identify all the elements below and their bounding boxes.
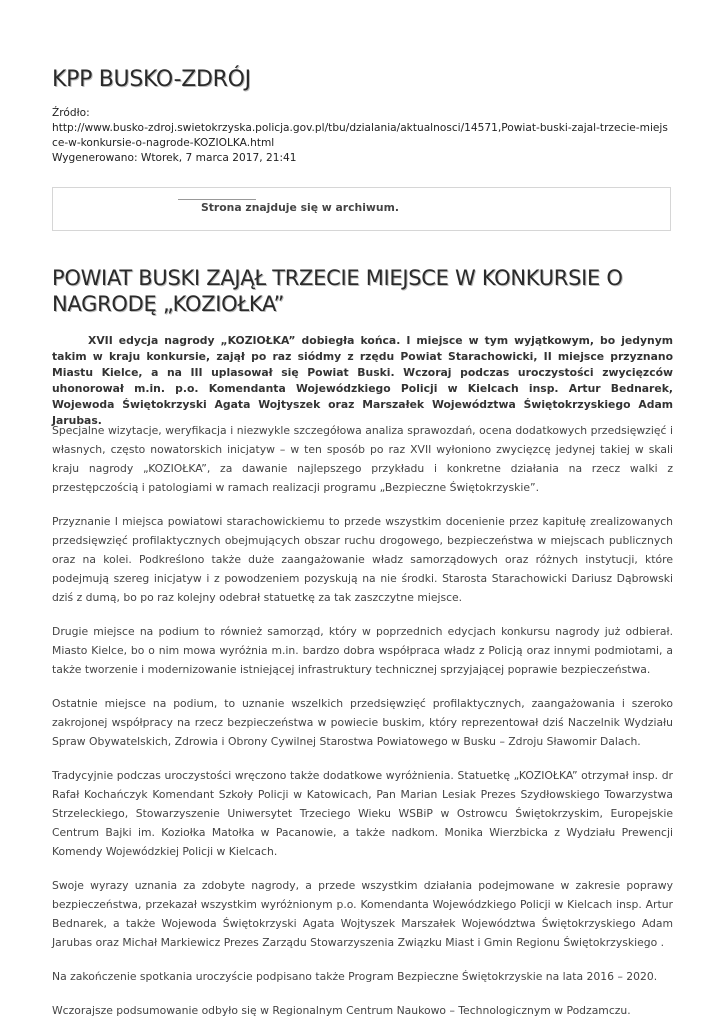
source-meta <box>52 106 673 166</box>
article-paragraph: Specjalne wizytacje, weryfikacja i niezwykle szczegółowa analiza sprawozdań, ocena dodatkowych przedsięwzięć i własnych, często nowatorskich inicjatyw – w ten sposób po raz XVII wyłoniono zwycięzcę jedynej takiej w skali kraju nagrody „KOZIOŁKA”, za dawanie najlepszego przykładu i konkretne działania na rzecz walki z przestępczością i patologiami w ramach realizacji programu „Bezpieczne Świętokrzyskie”. <box>52 424 673 494</box>
archive-notice-box <box>52 187 671 231</box>
article-paragraph: Przyznanie I miejsca powiatowi starachowickiemu to przede wszystkim docenienie przez kapitułę zrealizowanych przedsięwzięć profilaktycznych obejmujących obszar ruchu drogowego, bezpieczeństwa w miejscach publicznych oraz na kolei. Podkreślono także duże zaangażowanie władz samorządowych oraz różnych instytucji, które podejmują szereg inicjatyw i z powodzeniem pozyskują na nie środki. Starosta Starachowicki Dariusz Dąbrowski dziś z dumą, bo po raz kolejny odebrał statuetkę za tak zaszczytne miejsce. <box>52 515 673 604</box>
article-paragraph: Drugie miejsce na podium to również samorząd, który w poprzednich edycjach konkursu nagrody już odbierał. Miasto Kielce, bo o nim mowa wyróżnia m.in. bardzo dobra współpraca władz z Policją oraz innymi podmiotami, a także tworzenie i modernizowanie istniejącej infrastruktury technicznej sprzyjającej poprawie bezpieczeństwa. <box>52 625 673 676</box>
archive-notice: Strona znajduje się w archiwum. <box>201 201 399 214</box>
source-label: Źródło: <box>52 107 90 119</box>
article-headline: POWIAT BUSKI ZAJĄŁ TRZECIE MIEJSCE W KONKURSIE O NAGRODĘ „KOZIOŁKA” <box>52 266 623 316</box>
site-title: KPP BUSKO-ZDRÓJ <box>52 67 251 92</box>
article-paragraph: Tradycyjnie podczas uroczystości wręczono także dodatkowe wyróżnienia. Statuetkę „KOZIOŁKA” otrzymał insp. dr Rafał Kochańczyk Komendant Szkoły Policji w Katowicach, Pan Marian Lesiak Prezes Szydłowskiego Towarzystwa Strzeleckiego, Stowarzyszenie Uniwersytet Trzeciego Wieku WSBiP w Ostrowcu Świętokrzyskim, Europejskie Centrum Bajki im. Koziołka Matołka w Pacanowie, a także nadkom. Monika Wierzbicka z Wydziału Prewencji Komendy Wojewódzkiej Policji w Kielcach. <box>52 769 673 858</box>
article-paragraph: Ostatnie miejsce na podium, to uznanie wszelkich przedsięwzięć profilaktycznych, zaangażowania i szeroko zakrojonej współpracy na rzecz bezpieczeństwa w powiecie buskim, który reprezentował dziś Naczelnik Wydziału Spraw Obywatelskich, Zdrowia i Obrony Cywilnej Starostwa Powiatowego w Busku – Zdroju Sławomir Dalach. <box>52 697 673 748</box>
generated-timestamp: Wygenerowano: Wtorek, 7 marca 2017, 21:41 <box>52 152 297 164</box>
article-body <box>52 421 673 1035</box>
article-paragraph: Swoje wyrazy uznania za zdobyte nagrody, a przede wszystkim działania podejmowane w zakresie poprawy bezpieczeństwa, przekazał wszystkim wyróżnionym p.o. Komendanta Wojewódzkiego Policji w Kielcach insp. Artur Bednarek, a także Wojewoda Świętokrzyski Agata Wojtyszek Marszałek Województwa Świętokrzyskiego Adam Jarubas oraz Michał Markiewicz Prezes Zarządu Stowarzyszenia Związku Miast i Gmin Regionu Świętokrzyskiego . <box>52 879 673 949</box>
article-paragraph: Wczorajsze podsumowanie odbyło się w Regionalnym Centrum Naukowo – Technologicznym w Podzamczu. <box>52 1004 631 1017</box>
article-paragraph: Na zakończenie spotkania uroczyście podpisano także Program Bezpieczne Świętokrzyskie na lata 2016 – 2020. <box>52 970 658 983</box>
source-url-link[interactable]: http://www.busko-zdroj.swietokrzyska.policja.gov.pl/tbu/dzialania/aktualnosci/14571,Powiat-buski-zajal-trzecie-miejsce-w-konkursie-o-nagrode-KOZIOLKA.html <box>52 122 668 149</box>
article-lead: XVII edycja nagrody „KOZIOŁKA” dobiegła końca. I miejsce w tym wyjątkowym, bo jedynym takim w kraju konkursie, zajął po raz siódmy z rzędu Powiat Starachowicki, II miejsce przyznano Miastu Kielce, a na III uplasował się Powiat Buski. Wczoraj podczas uroczystości zwycięzców uhonorował m.in. p.o. Komendanta Wojewódzkiego Policji w Kielcach insp. Artur Bednarek, Wojewoda Świętokrzyski Agata Wojtyszek oraz Marszałek Województwa Świętokrzyskiego Adam Jarubas. <box>52 334 673 427</box>
archive-divider <box>178 199 256 200</box>
